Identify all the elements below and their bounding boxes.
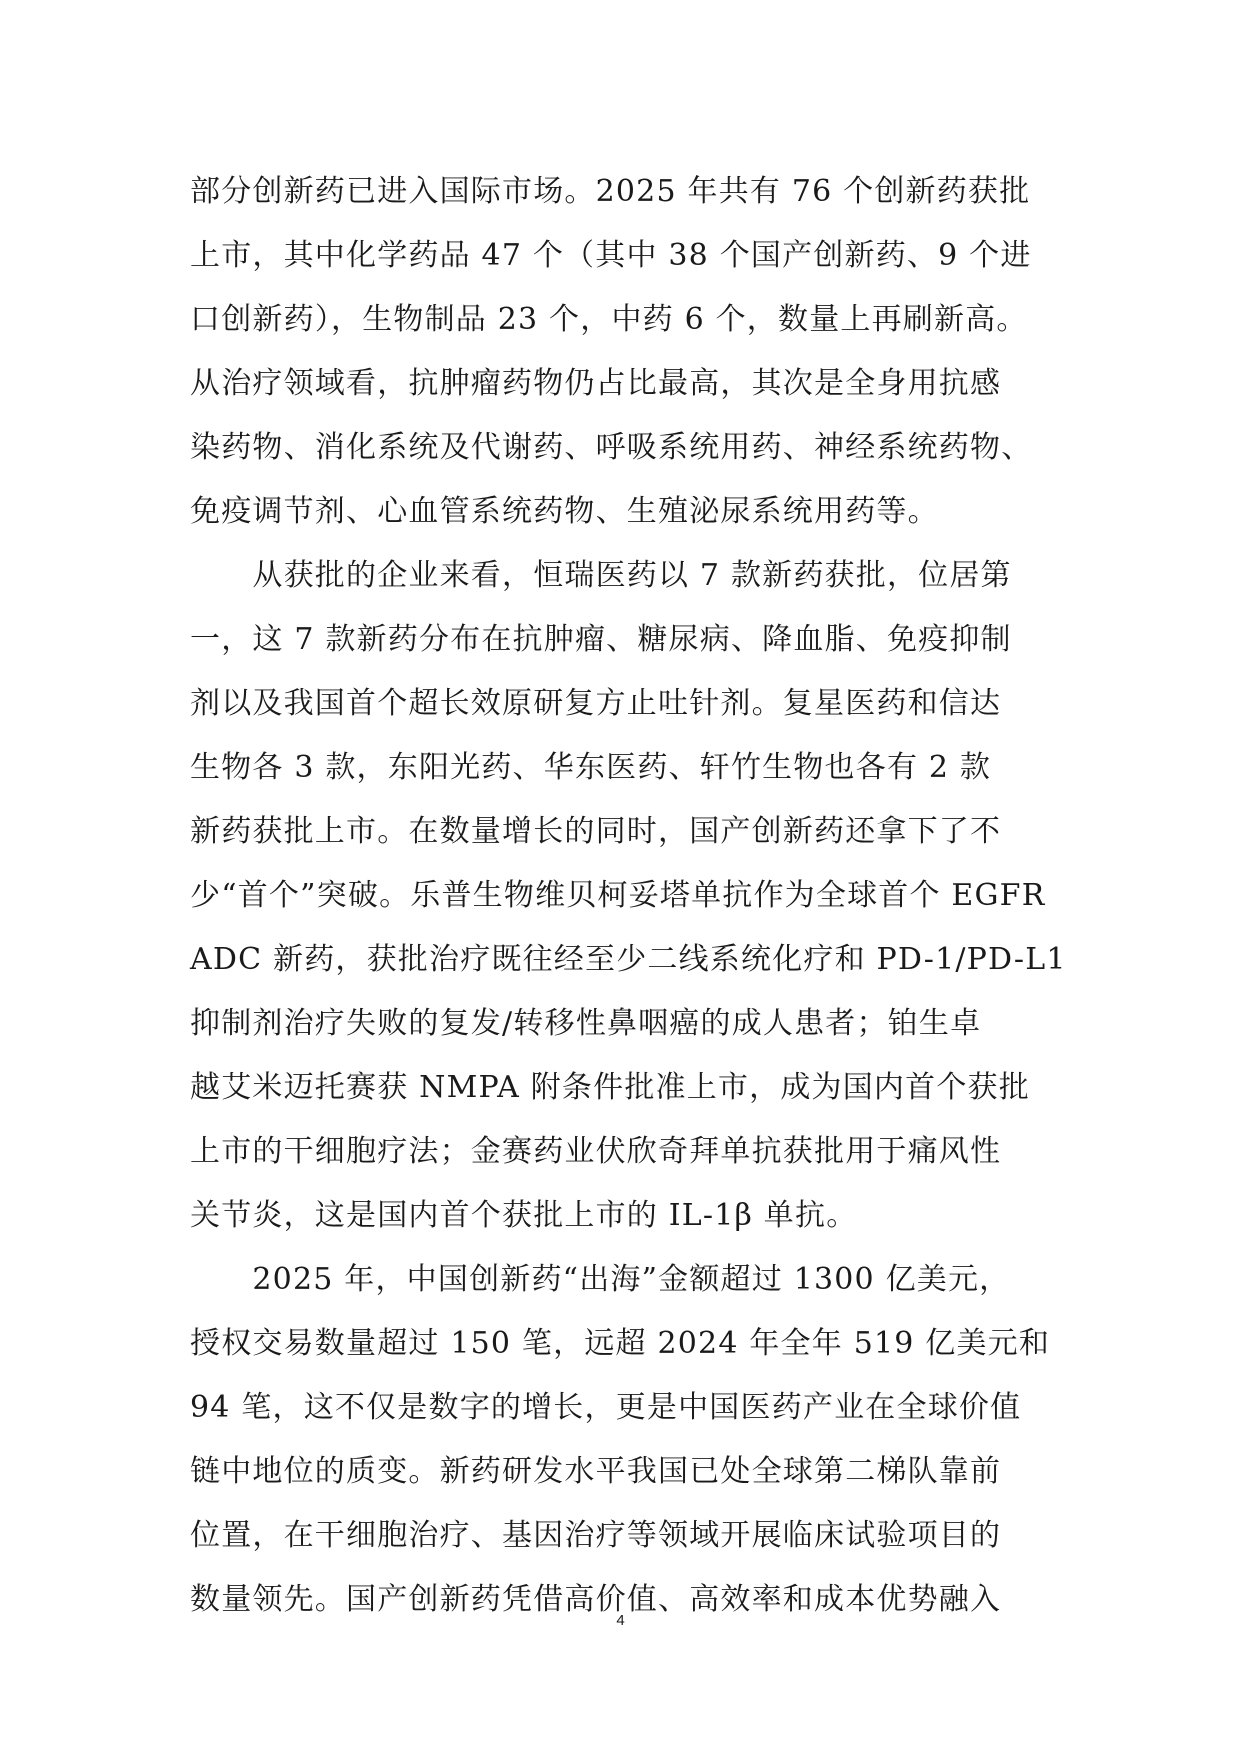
- text-line: 位置，在干细胞治疗、基因治疗等领域开展临床试验项目的: [190, 1518, 1002, 1553]
- text-line: 数量领先。国产创新药凭借高价值、高效率和成本优势融入: [190, 1582, 1002, 1617]
- text-line: 越艾米迈托赛获 NMPA 附条件批准上市，成为国内首个获批: [190, 1070, 1030, 1105]
- text-line: 新药获批上市。在数量增长的同时，国产创新药还拿下了不: [190, 814, 1002, 849]
- body-text: [190, 160, 1067, 1632]
- text-line: 口创新药），生物制品 23 个，中药 6 个，数量上再刷新高。: [190, 302, 1028, 337]
- text-line: 链中地位的质变。新药研发水平我国已处全球第二梯队靠前: [190, 1454, 1002, 1489]
- text-line: 免疫调节剂、心血管系统药物、生殖泌尿系统用药等。: [190, 494, 939, 529]
- text-line: 少“首个”突破。乐普生物维贝柯妥塔单抗作为全球首个 EGFR: [190, 878, 1046, 913]
- text-line: 94 笔，这不仅是数字的增长，更是中国医药产业在全球价值: [190, 1390, 1022, 1425]
- text-line: 剂以及我国首个超长效原研复方止吐针剂。复星医药和信达: [190, 686, 1002, 721]
- text-line: 上市，其中化学药品 47 个（其中 38 个国产创新药、9 个进: [190, 238, 1032, 273]
- text-line: 从治疗领域看，抗肿瘤药物仍占比最高，其次是全身用抗感: [190, 366, 1002, 401]
- text-line: 部分创新药已进入国际市场。2025 年共有 76 个创新药获批: [190, 174, 1031, 209]
- text-line: 关节炎，这是国内首个获批上市的 IL-1β 单抗。: [190, 1198, 858, 1233]
- page-number: 4: [616, 1612, 625, 1629]
- text-line: 一，这 7 款新药分布在抗肿瘤、糖尿病、降血脂、免疫抑制: [190, 622, 1012, 657]
- text-line: 染药物、消化系统及代谢药、呼吸系统用药、神经系统药物、: [190, 430, 1033, 465]
- text-line: 授权交易数量超过 150 笔，远超 2024 年全年 519 亿美元和: [190, 1326, 1051, 1361]
- text-line: 抑制剂治疗失败的复发/转移性鼻咽癌的成人患者；铂生卓: [190, 1006, 982, 1041]
- text-line: 上市的干细胞疗法；金赛药业伏欣奇拜单抗获批用于痛风性: [190, 1134, 1002, 1169]
- text-line: 从获批的企业来看，恒瑞医药以 7 款新药获批，位居第: [190, 558, 1012, 593]
- text-line: 生物各 3 款，东阳光药、华东医药、轩竹生物也各有 2 款: [190, 750, 992, 785]
- text-line: ADC 新药，获批治疗既往经至少二线系统化疗和 PD-1/PD-L1: [190, 942, 1067, 977]
- text-line: 2025 年，中国创新药“出海”金额超过 1300 亿美元，: [190, 1262, 1011, 1297]
